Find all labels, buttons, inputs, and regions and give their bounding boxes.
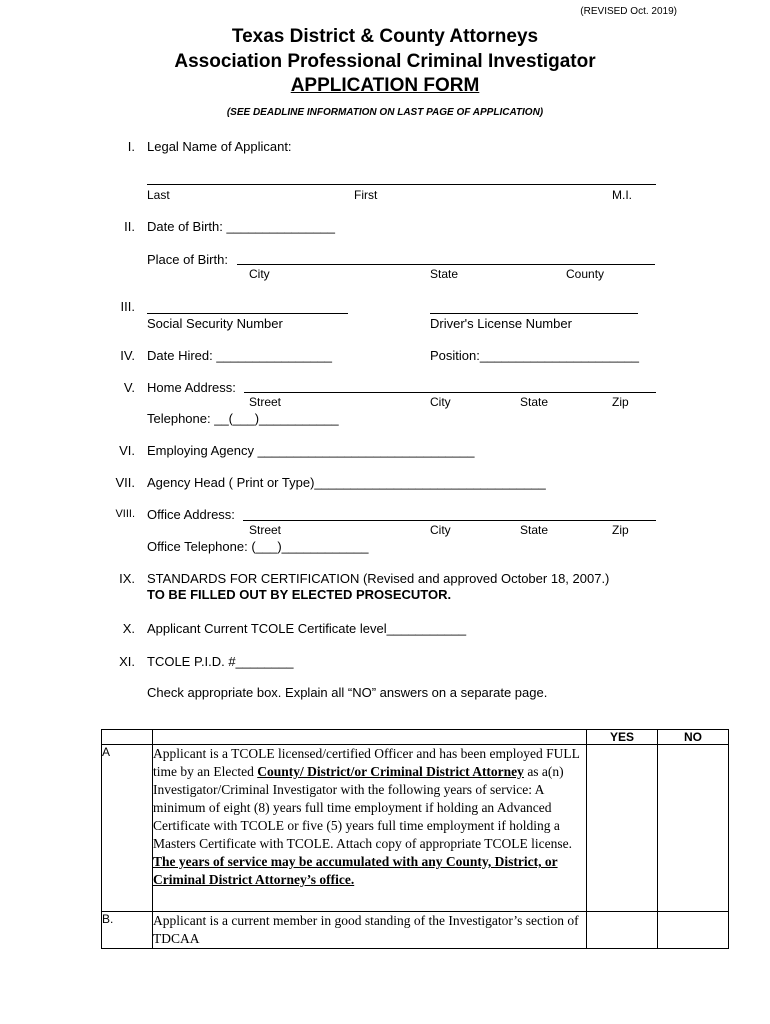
- agency-head-field[interactable]: Agency Head ( Print or Type)________________________________: [147, 475, 546, 490]
- table-row: [102, 745, 729, 912]
- tcole-pid-field[interactable]: TCOLE P.I.D. #________: [147, 654, 294, 669]
- table-header-row: [102, 730, 729, 745]
- row-b-label: B.: [102, 912, 153, 949]
- table-row: [102, 912, 729, 949]
- sub-label-state: State: [520, 523, 549, 537]
- sub-label-street: Street: [249, 523, 282, 537]
- title-line-2: Association Professional Criminal Investigator: [174, 51, 596, 72]
- sub-label-zip: Zip: [612, 523, 629, 537]
- home-address-field[interactable]: [244, 392, 656, 393]
- column-no-header: NO: [658, 730, 729, 745]
- check-instructions: Check appropriate box. Explain all “NO” answers on a separate page.: [147, 685, 548, 700]
- section-num-iii: III.: [120, 299, 135, 314]
- sub-label-city: City: [430, 395, 451, 409]
- row-a-text-2: County/ District/or Criminal District Attorney: [257, 764, 524, 779]
- standards-heading: STANDARDS FOR CERTIFICATION (Revised and approved October 18, 2007.): [147, 571, 610, 586]
- section-num-ix: IX.: [119, 571, 135, 586]
- section-num-xi: XI.: [119, 654, 135, 669]
- home-address-label: Home Address:: [147, 380, 236, 395]
- row-a-text-1: Applicant is a TCOLE licensed/certified Officer and has been employed FULL time by an Elected: [153, 746, 580, 779]
- row-b-yes-checkbox[interactable]: [587, 912, 658, 949]
- drivers-license-field[interactable]: [430, 313, 638, 314]
- sub-label-city: City: [430, 523, 451, 537]
- form-title: APPLICATION FORM: [290, 75, 480, 96]
- title-line-1: Texas District & County Attorneys: [231, 26, 539, 47]
- place-of-birth-label: Place of Birth:: [147, 252, 228, 267]
- row-b-description: Applicant is a current member in good standing of the Investigator’s section of TDCAA: [153, 912, 587, 949]
- section-num-iv: IV.: [120, 348, 135, 363]
- office-address-label: Office Address:: [147, 507, 235, 522]
- header-label-cell: [102, 730, 153, 745]
- ssn-field[interactable]: [147, 313, 348, 314]
- tcole-certificate-field[interactable]: Applicant Current TCOLE Certificate level___________: [147, 621, 467, 636]
- row-a-text-3: as a(n) Investigator/Criminal Investigator with the following years of service: A minimum of eight (8) years full time employment if holding an Advanced Certificate with TCOLE or five (5) years full time employment if holding a Masters Certificate with TCOLE. Attach copy of appropriate TCOLE license.: [153, 764, 573, 851]
- date-hired-field[interactable]: Date Hired: ________________: [147, 348, 333, 363]
- office-address-field[interactable]: [243, 520, 656, 521]
- section-num-viii: VIII.: [115, 508, 135, 520]
- standards-instruction: TO BE FILLED OUT BY ELECTED PROSECUTOR.: [147, 587, 452, 602]
- row-b-no-checkbox[interactable]: [658, 912, 729, 949]
- sub-label-street: Street: [249, 395, 282, 409]
- section-num-vii: VII.: [115, 475, 135, 490]
- drivers-license-label: Driver's License Number: [430, 316, 572, 331]
- section-num-ii: II.: [124, 219, 135, 234]
- sub-label-mi: M.I.: [612, 188, 632, 202]
- row-a-no-checkbox[interactable]: [658, 745, 729, 912]
- sub-label-zip: Zip: [612, 395, 629, 409]
- sub-label-county: County: [566, 267, 605, 281]
- section-num-x: X.: [122, 621, 135, 636]
- row-a-text-4: The years of service may be accumulated with any County, District, or Criminal District Attorney’s office.: [153, 854, 558, 887]
- row-a-description: [153, 745, 587, 912]
- section-num-v: V.: [123, 380, 135, 395]
- header-desc-cell: [153, 730, 587, 745]
- revision-date: (REVISED Oct. 2019): [580, 6, 677, 17]
- legal-name-label: Legal Name of Applicant:: [147, 139, 292, 154]
- ssn-label: Social Security Number: [147, 316, 283, 331]
- office-telephone-field[interactable]: Office Telephone: (___)____________: [147, 539, 369, 554]
- deadline-note: (SEE DEADLINE INFORMATION ON LAST PAGE OF APPLICATION): [226, 107, 544, 118]
- place-of-birth-field[interactable]: [237, 264, 655, 265]
- position-field[interactable]: Position:______________________: [430, 348, 639, 363]
- sub-label-state: State: [520, 395, 549, 409]
- employing-agency-field[interactable]: Employing Agency ______________________________: [147, 443, 475, 458]
- sub-label-last: Last: [147, 188, 170, 202]
- row-a-yes-checkbox[interactable]: [587, 745, 658, 912]
- requirements-table: [101, 729, 729, 949]
- date-of-birth-field[interactable]: Date of Birth: _______________: [147, 219, 335, 234]
- section-num-vi: VI.: [119, 443, 135, 458]
- section-num-i: I.: [127, 139, 135, 154]
- sub-label-first: First: [354, 188, 378, 202]
- sub-label-state: State: [430, 267, 459, 281]
- row-a-label: A: [102, 745, 153, 912]
- home-telephone-field[interactable]: Telephone: __(___)___________: [147, 411, 339, 426]
- sub-label-city: City: [249, 267, 270, 281]
- column-yes-header: YES: [587, 730, 658, 745]
- legal-name-field[interactable]: [147, 184, 656, 185]
